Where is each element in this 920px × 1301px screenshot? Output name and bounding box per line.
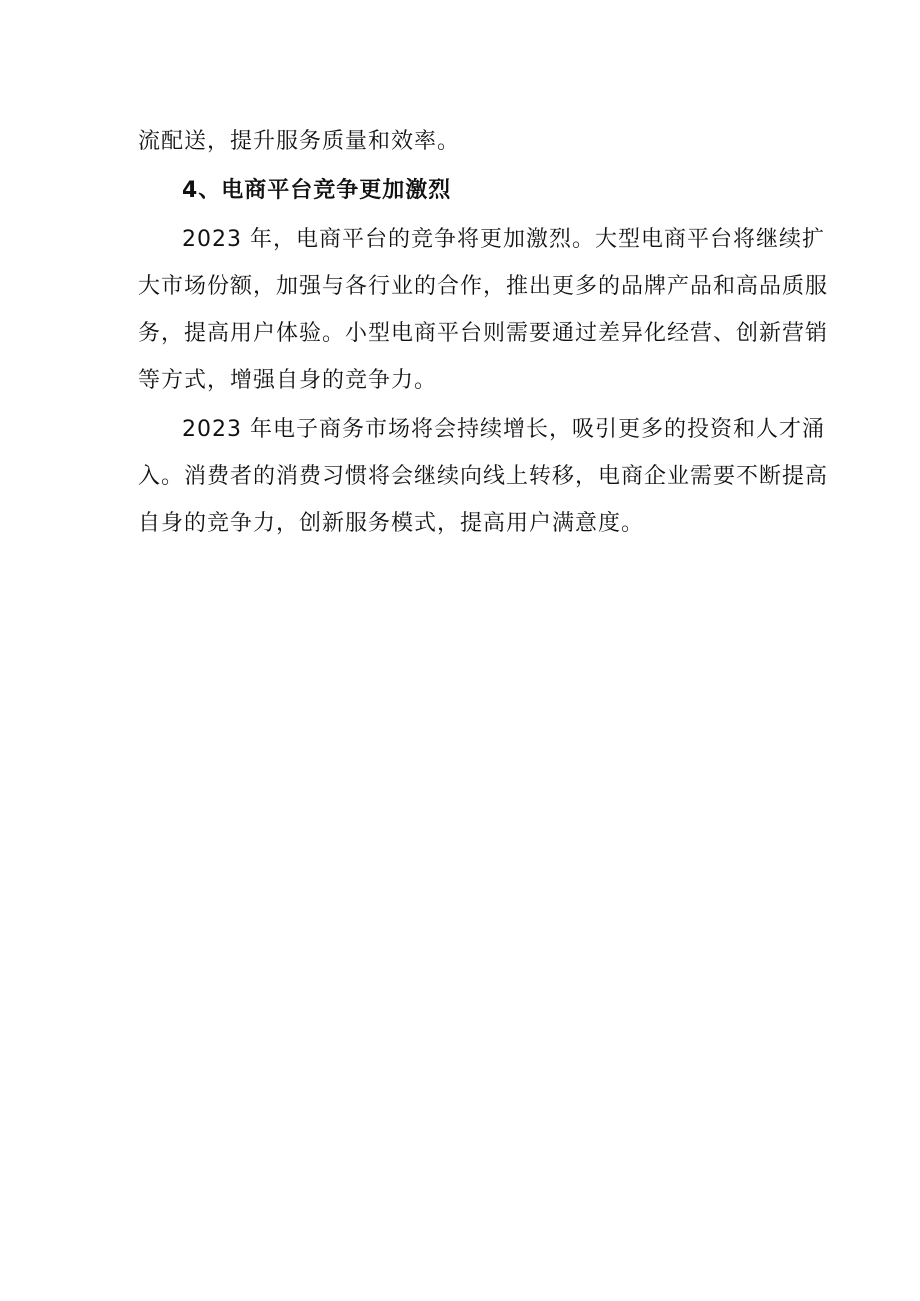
text-line: 流配送，提升服务质量和效率。	[138, 129, 461, 154]
text-line: 2023 年，电商平台的竞争将更加激烈。大型电商平台将继续扩	[182, 227, 825, 252]
paragraph-market-growth	[138, 406, 829, 547]
document-body	[138, 118, 829, 547]
heading-text: 4、电商平台竞争更加激烈	[182, 178, 452, 203]
text-line: 入。消费者的消费习惯将会继续向线上转移，电商企业需要不断提高	[138, 464, 829, 489]
text-line: 大市场份额，加强与各行业的合作，推出更多的品牌产品和高品质服	[138, 274, 829, 299]
text-line: 2023 年电子商务市场将会持续增长，吸引更多的投资和人才涌	[182, 417, 825, 442]
text-line: 等方式，增强自身的竞争力。	[138, 368, 438, 393]
text-line: 自身的竞争力，创新服务模式，提高用户满意度。	[138, 511, 645, 536]
section-heading	[138, 167, 784, 214]
text-line: 务，提高用户体验。小型电商平台则需要通过差异化经营、创新营销	[138, 321, 829, 346]
continuation-paragraph	[138, 118, 784, 165]
paragraph-platform-competition	[138, 216, 829, 404]
